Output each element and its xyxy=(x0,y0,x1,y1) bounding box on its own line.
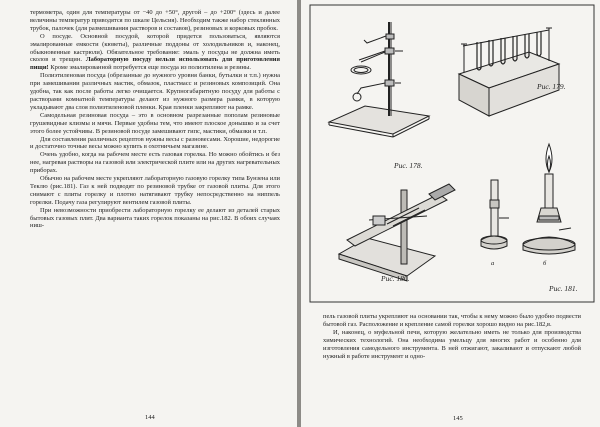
paragraph-nipple: пель газовой плиты укрепляют на основании так, чтобы к нему можно было удобно подвести бытовой газ. Расположение и крепление самой горелки хорошо видно на рис.182,в. xyxy=(323,313,581,328)
page-number-left: 144 xyxy=(145,414,155,421)
bunsen-burner-drawing xyxy=(481,180,509,249)
left-text-column xyxy=(30,9,280,230)
warning-text: Лабораторную посуду нельзя использовать для приготовления пищи! xyxy=(30,56,280,72)
paragraph-scales: Для составления различных рецептов нужны весы с разновесами. Хорошие, недорогие и достаточно точные весы можно купить в охотничьем магазине. xyxy=(30,135,280,151)
paragraph-gas-burner: Очень удобно, когда на рабочем месте есть газовая горелка. Но можно обойтись и без нее, нагревая растворы на газовой или электрической плите или на других нагревательных приборах. xyxy=(30,151,280,175)
right-page xyxy=(301,0,600,427)
left-page xyxy=(0,0,297,427)
lab-stand-drawing xyxy=(329,22,429,137)
paragraph-bunsen: Обычно на рабочем месте укрепляют лабораторную газовую горелку типа Бунзена или Теклю (рис.181). Газ к ней подводят по резиновой трубке от газовой плиты. Для этого снимают с плиты горелку и плотно натягивают трубку непосредственно на ниппель горелки. Подачу газа регулируют вентилем газовой плиты. xyxy=(30,175,280,206)
paragraph-polyethylene: Полиэтиленовая посуда (обрезанные до нужного уровня банки, бутылки и т.п.) нужна при замешивании различных мастик, обмазок, пластмасс и резиновых композиций. Она удобна, так как после работы легко очищается. Крупногабаритную посуду для работы с растворами комнатной температуры делают из нужного размера рамки, в которую укладывают два слоя полиэтиленовой пленки. Края пленки закрепляют на рамке. xyxy=(30,72,280,111)
test-tube-rack-drawing xyxy=(459,28,559,116)
paragraph-homemade-burner: При невозможности приобрести лабораторную горелку ее делают из деталей старых бытовых газовых плит. Два варианта таких горелок показаны на рис.182. В обоих случаях ниш- xyxy=(30,206,280,230)
paragraph-muffle-furnace: И, наконец, о муфельной печи, которую желательно иметь не только для производства химических технологий. Она необходима умельцу для многих работ и особенно для изготовления самодельного инструмента. В ней отжигают, закаливают и отпускают любой нужный в работе инструмент и одно- xyxy=(323,328,581,360)
figures-illustration xyxy=(309,4,595,304)
caption-fig-178: Рис. 178. xyxy=(394,161,423,170)
clamp-drawing xyxy=(339,184,455,281)
paragraph-thermometer: термометра, один для температуры от −40 до +50°, другой – до +200° (здесь и далее величины температур приводятся по шкале Цельсия). Необходим также набор стеклянных трубок, палочек (для размешивания растворов и составов), резиновых и корковых пробок. xyxy=(30,9,280,32)
caption-fig-181: Рис. 181. xyxy=(549,284,578,293)
teclu-burner-drawing xyxy=(523,144,575,254)
label-b: б xyxy=(543,260,547,267)
paragraph-rubber: Самодельная резиновая посуда – это в основном разрезанные пополам резиновые грушевидные клизмы и мячи. Первые удобны тем, что имеют плоское донышко и за счет этого более устойчивы. В резиновой посуде замешивают гипс, мастики, обмазки и т.п. xyxy=(30,111,280,135)
caption-fig-180: Рис. 180. xyxy=(381,274,410,283)
page-number-right: 145 xyxy=(453,415,463,422)
paragraph-dishes: О посуде. Основной посудой, которой придется пользоваться, являются эмалированные емкости (кюветы), различные поддоны от холодильников и, наконец, обыкновенные кастрюли). Обязательное требование: эмаль у посуды не должна иметь сколов и трещин. Лабораторную посуду нельзя использовать для приготовления пищи! Кроме эмалированной потребуется еще посуда из полиэтилена и резины. xyxy=(30,32,280,72)
right-text-column xyxy=(323,313,581,360)
figures-area xyxy=(309,4,595,304)
label-a: а xyxy=(491,260,495,267)
caption-fig-179: Рис. 179. xyxy=(537,82,566,91)
